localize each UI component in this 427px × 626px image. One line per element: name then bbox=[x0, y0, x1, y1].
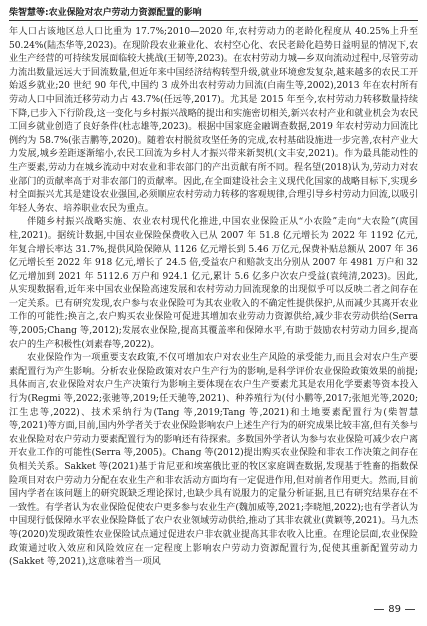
running-header bbox=[9, 5, 418, 21]
paragraph-1: 年人口占该地区总人口比重为 17.7%;2010—2020 年,农村劳动力的老龄化程度从 40.25%上升至 50.24%(陆杰华等,2023)。在现阶段农业兼业化、农村空心化、农民老龄化趋势日益明显的情况下,农业生产经营的可持续发展面临较大挑战(王韧等,2023)。在农村劳动力城—乡双向流动过程中,尽管劳动力流出数量远远大于回流数量,但近年来中国经济结构转型升级,就业环境愈发复杂,越来越多的农民工开始返乡就业;20 世纪 90 年代,中国约 3 成外出农村劳动力回流(白南生等,2002),2013 年在农村所有劳动人口中回流迁移劳动力占 43.7%(任远等,2017)。尤其是 2015 年至今,农村劳动力转移数量持续下降,已步入下行阶段,这一变化与乡村振兴战略的提出和实施密切相关,新兴农村产业和就业机会为农民工回乡就业创造了良好条件(杜志雄等,2023)。根据中国家庭金融调查数据,2019 年农村劳动力回流比例约为 58.7%(张吉鹏等,2020)。随着农村脱贫攻坚任务的完成,农村基础设施进一步完善,农村产业大力发展,城乡差距逐渐缩小,农民工回流为乡村人才振兴带来新契机(文丰安,2021)。作为最具能动性的生产要素,劳动力在城乡流动中对农业和非农部门的产出贡献有所不同。程名望(2018)认为,劳动力对农业部门的贡献率高于对非农部门的贡献率。因此,在全面建设社会主义现代化国家的战略目标下,实现乡村全面振兴尤其是建设农业强国,必须顺应农村劳动力转移的客观规律,合理引导乡村劳动力回流,以吸引年轻人务农、培养职业农民为重点。 bbox=[9, 27, 418, 214]
article-body bbox=[9, 26, 418, 596]
running-title: 柴智慧等:农业保险对农户劳动力资源配置的影响 bbox=[9, 8, 202, 18]
footer-dash-left bbox=[374, 609, 384, 610]
paragraph-2: 伴随乡村振兴战略实施、农业农村现代化推进,中国农业保险正从“小农险”走向“大农险”(庹国柱,2021)。据统计数据,中国农业保险保费收入已从 2007 年 51.8 亿元增长为 2022 年 1192 亿元,年复合增长率达 31.7%,提供风险保障从 1126 亿元增长到 5.46 万亿元,保费补贴总额从 2007 年 36 亿元增长至 2022 年 918 亿元,增长了 24.5 倍,受益农户和赔款支出分别从 2007 年 4981 万户和 32 亿元增加到 2021 年 5112.6 万户和 924.1 亿元,累计 5.6 亿多户次农户受益(袁纯清,2023)。因此,从实现数据看,近年来中国农业保险高速发展和农村劳动力回流现象的出现似乎可以反映二者之间存在一定关系。已有研究发现,农户参与农业保险可为其农业收入的不确定性提供保护,从而减少其离开农业工作的可能性;换言之,农户购买农业保险可促进其增加农业劳动力资源供给,减少非农劳动供给(Serra 等,2005;Chang 等,2012);发展农业保险,提高其覆盖率和保障水平,有助于鼓励农村劳动力回乡,提高农户的生产积极性(刘素春等,2022)。 bbox=[9, 217, 418, 350]
footer-dash-right bbox=[405, 609, 415, 610]
page-footer bbox=[325, 604, 415, 618]
header-divider bbox=[9, 20, 418, 21]
page-number: 89 bbox=[388, 604, 401, 615]
paragraph-3: 农业保险作为一项重要支农政策,不仅可增加农户对农业生产风险的承受能力,而且会对农户生产要素配置行为产生影响。分析农业保险政策对农户生产行为的影响,是科学评价农业保险政策效果的前提;具体而言,农业保险对农户生产决策行为影响主要体现在农户生产要素尤其是农用化学要素等资本投入行为(Regmi 等,2022;张驰等,2019;任天驰等,2021)、种养殖行为(付小鹏等,2017;张旭光等,2020;江生忠等,2022)、技术采纳行为(Tang 等,2019;Tang 等,2021)和土地要素配置行为(柴智慧等,2021)等方面,目前,国内外学者关于农业保险影响农户上述生产行为的研究成果比较丰富,但有关参与农业保险对农户劳动力要素配置行为的影响还有待探索。多数国外学者认为参与农业保险可减少农户离开农业工作的可能性(Serra 等,2005)。Chang 等(2012)提出购买农业保险和非农工作决策之间存在负相关关系。Sakket 等(2021)基于肯尼亚和埃塞俄比亚的牧区家庭调查数据,发现基于牲畜的指数保险项目对农户劳动力分配在农业生产和非农活动方面均有一定促进作用,但对前者作用更大。然而,目前国内学者在该问题上的研究既缺乏理论探讨,也缺少具有说服力的定量分析证据,且已有研究结果存在不一致性。有学者认为农业保险促使农户更多参与农业生产(魏加威等,2021;李晓旭,2022);也有学者认为中国现行低保障水平农业保险降低了农户农业领域劳动供给,推动了其非农就业(黄颖等,2021)。马九杰等(2020)发现政策性农业保险试点通过促进农户非农就业提高其非农收入比重。在理论层面,农业保险政策通过收入效应和风险效应在一定程度上影响农户劳动力资源配置行为,促使其重新配置劳动力(Sakket 等,2021),这意味着当一项风 bbox=[9, 353, 418, 568]
